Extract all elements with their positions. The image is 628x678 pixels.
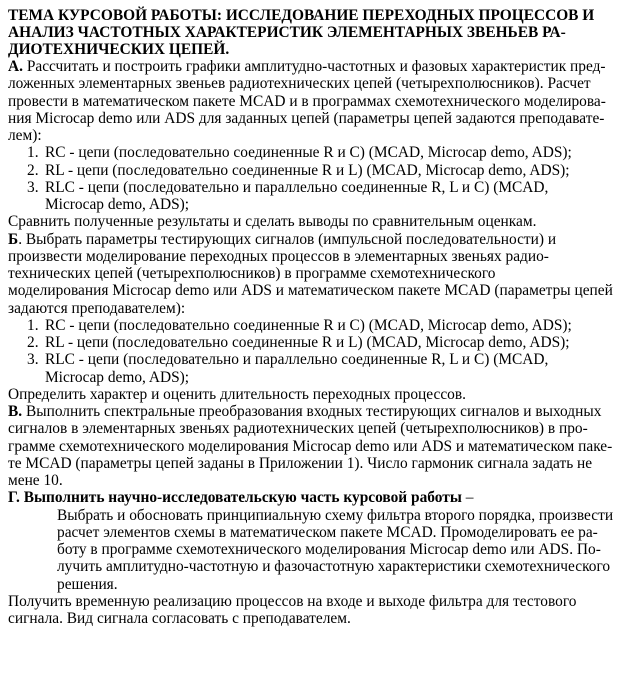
list-item-line bbox=[8, 317, 608, 334]
numbered-list bbox=[8, 144, 608, 213]
bold-text: А. bbox=[8, 58, 23, 75]
bold-text: В. bbox=[8, 403, 23, 420]
document-title bbox=[8, 7, 608, 58]
text: лем): bbox=[8, 127, 42, 144]
title-line: ДИОТЕХНИЧЕСКИХ ЦЕПЕЙ. bbox=[8, 41, 230, 58]
list-item-line bbox=[8, 162, 608, 179]
paragraph-line bbox=[8, 455, 608, 472]
text: боту в программе схемотехнического моделирования Microcap demo или ADS. По- bbox=[57, 541, 601, 558]
bold-text: Г. Выполнить научно-исследовательскую часть курсовой работы bbox=[8, 489, 462, 507]
text: технических цепей (четырехполюсников) в программе схемотехнического bbox=[8, 265, 496, 282]
paragraph-line bbox=[8, 403, 608, 420]
list-item-line bbox=[8, 179, 608, 196]
paragraph-line bbox=[8, 93, 608, 110]
list-item-text: RLC - цепи (последовательно и параллельно соединенные R, L и C) (MCAD, bbox=[45, 178, 549, 196]
text: Получить временную реализацию процессов на входе и выходе фильтра для тестового bbox=[8, 592, 577, 610]
paragraph-line bbox=[8, 610, 608, 627]
text: . Выбрать параметры тестирующих сигналов (импульсной последовательности) и bbox=[18, 230, 557, 248]
paragraph bbox=[8, 58, 608, 144]
paragraph-line bbox=[8, 576, 608, 593]
paragraph-line bbox=[8, 541, 608, 558]
title-line: ТЕМА КУРСОВОЙ РАБОТЫ: ИССЛЕДОВАНИЕ ПЕРЕХОДНЫХ ПРОЦЕССОВ И bbox=[8, 7, 595, 24]
numbered-list bbox=[8, 317, 608, 386]
text: провести в математическом пакете MCAD и в программах схемотехнического моделирова- bbox=[8, 92, 606, 110]
text: ния Microcap demo или ADS для заданных цепей (параметры цепей задаются преподавате- bbox=[8, 109, 605, 127]
text: Сравнить полученные результаты и сделать выводы по сравнительным оценкам. bbox=[8, 213, 537, 231]
paragraph bbox=[8, 403, 613, 489]
text: моделирования Microcap demo или ADS и математическом пакете MCAD (параметры цепей bbox=[8, 282, 613, 300]
list-item-number: 3. bbox=[27, 178, 39, 196]
paragraph-line bbox=[8, 110, 608, 127]
bold-text: Б bbox=[8, 230, 19, 248]
text: мене 10. bbox=[8, 472, 63, 489]
paragraph-line bbox=[8, 265, 608, 282]
paragraph-line bbox=[8, 558, 611, 576]
list-item-line bbox=[8, 144, 608, 161]
paragraph bbox=[8, 489, 608, 506]
paragraph-line bbox=[8, 386, 608, 403]
text: Выбрать и обосновать принципиальную схему фильтра второго порядка, произвести bbox=[57, 506, 614, 524]
title-line: АНАЛИЗ ЧАСТОТНЫХ ХАРАКТЕРИСТИК ЭЛЕМЕНТАРНЫХ ЗВЕНЬЕВ РА- bbox=[8, 24, 566, 41]
list-item-text: RC - цепи (последовательно соединенные R и C) (MCAD, Microcap demo, ADS); bbox=[45, 316, 572, 334]
paragraph-line bbox=[8, 506, 614, 524]
text: Определить характер и оценить длительность переходных процессов. bbox=[8, 385, 466, 403]
list-item-number: 1. bbox=[27, 316, 39, 334]
paragraph-line bbox=[8, 489, 608, 506]
text: расчет элементов схемы в математическом пакете MCAD. Промоделировать ее ра- bbox=[57, 523, 598, 541]
paragraph-line bbox=[8, 300, 608, 317]
text: те MCAD (параметры цепей заданы в Приложении 1). Число гармоник сигнала задать не bbox=[8, 454, 593, 472]
list-item-text: RL - цепи (последовательно соединенные R и L) (MCAD, Microcap demo, ADS); bbox=[45, 334, 570, 351]
list-item-line bbox=[8, 334, 608, 351]
paragraph-line bbox=[8, 524, 608, 541]
list-item-text: RLC - цепи (последовательно и параллельно соединенные R, L и C) (MCAD, bbox=[45, 351, 549, 369]
list-item-line bbox=[8, 369, 608, 386]
document-page bbox=[8, 7, 614, 627]
paragraph-line bbox=[8, 213, 608, 230]
list-item-line bbox=[8, 196, 608, 213]
paragraph-line bbox=[8, 472, 608, 489]
list-item-number: 2. bbox=[27, 161, 39, 179]
text: произвести моделирование переходных процессов в элементарных звеньях радио- bbox=[8, 247, 549, 265]
list-item-line bbox=[8, 351, 608, 368]
paragraph-line bbox=[8, 437, 613, 455]
paragraph-line bbox=[8, 58, 608, 75]
list-item-text: Microcap demo, ADS); bbox=[45, 196, 190, 213]
paragraph-line bbox=[8, 127, 608, 144]
paragraph bbox=[8, 213, 608, 230]
text: сигнала. Вид сигнала согласовать с преподавателем. bbox=[8, 610, 351, 627]
list-item-number: 1. bbox=[27, 144, 39, 162]
list-item-number: 2. bbox=[27, 334, 39, 351]
list-item-text: RC - цепи (последовательно соединенные R и C) (MCAD, Microcap demo, ADS); bbox=[45, 144, 572, 162]
text: – bbox=[461, 489, 474, 507]
text: сигналов в элементарных звеньях радиотехнических цепей (четырехполюсников) в про- bbox=[8, 420, 588, 438]
text: грамме схемотехнического моделирования Microcap demo или ADS и математическом паке- bbox=[8, 437, 613, 455]
paragraph-line bbox=[8, 593, 608, 610]
paragraph-line bbox=[8, 248, 608, 265]
paragraph bbox=[8, 593, 608, 628]
paragraph bbox=[8, 230, 613, 317]
text: ложенных элементарных звеньев радиотехнических цепей (четырехполюсников). Расчет bbox=[8, 75, 591, 93]
paragraph-line bbox=[8, 420, 608, 437]
text: задаются преподавателем): bbox=[8, 299, 186, 317]
paragraph-line bbox=[8, 231, 608, 248]
document-body bbox=[8, 58, 614, 627]
list-item-text: RL - цепи (последовательно соединенные R и L) (MCAD, Microcap demo, ADS); bbox=[45, 161, 570, 179]
text: Рассчитать и построить графики амплитудно-частотных и фазовых характеристик пред- bbox=[22, 58, 606, 75]
paragraph-line bbox=[8, 282, 613, 300]
text: лучить амплитудно-частотную и фазочастотную характеристики схемотехнического bbox=[57, 558, 611, 576]
text: Выполнить спектральные преобразования входных тестирующих сигналов и выходных bbox=[22, 403, 602, 420]
paragraph-line bbox=[8, 75, 608, 92]
text: решения. bbox=[57, 575, 118, 593]
paragraph bbox=[8, 386, 608, 403]
list-item-text: Microcap demo, ADS); bbox=[45, 368, 190, 386]
list-item-number: 3. bbox=[27, 351, 39, 369]
indented-paragraph bbox=[8, 506, 614, 593]
